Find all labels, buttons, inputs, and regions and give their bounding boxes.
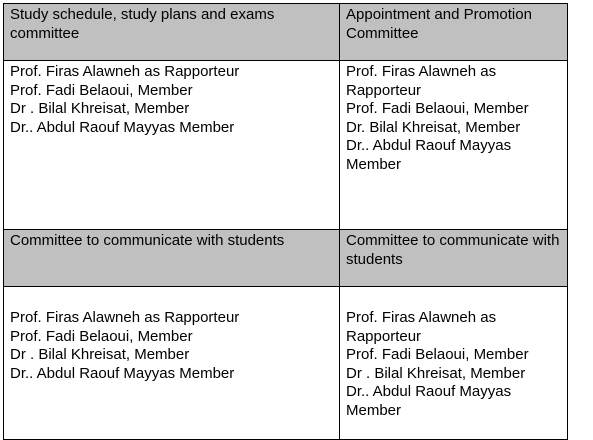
member-list bbox=[10, 63, 333, 137]
committee-members-cell bbox=[340, 287, 568, 440]
member-list bbox=[346, 289, 561, 420]
member-item: Prof. Firas Alawneh as Rapporteur bbox=[10, 309, 240, 326]
member-item: Prof. Fadi Belaoui, Member bbox=[346, 346, 529, 363]
member-item: Prof. Fadi Belaoui, Member bbox=[346, 100, 529, 117]
member-item: Prof. Fadi Belaoui, Member bbox=[10, 81, 193, 99]
member-item: Dr . Bilal Khreisat, Member bbox=[346, 364, 526, 382]
committee-title-cell bbox=[340, 4, 568, 61]
committee-title-cell bbox=[340, 230, 568, 287]
committee-title-cell bbox=[4, 230, 340, 287]
table-row bbox=[4, 230, 568, 287]
committee-members-cell bbox=[340, 61, 568, 230]
member-item: Dr.. Abdul Raouf Mayyas Member bbox=[10, 118, 235, 136]
member-item: Dr.. Abdul Raouf Mayyas Member bbox=[346, 383, 512, 419]
committee-title-cell bbox=[4, 4, 340, 61]
member-list bbox=[346, 63, 561, 174]
member-item: Dr.. Abdul Raouf Mayyas Member bbox=[346, 137, 512, 173]
member-item: Prof. Firas Alawneh as Rapporteur bbox=[10, 63, 240, 80]
member-item: Dr . Bilal Khreisat, Member bbox=[10, 100, 190, 117]
member-item: Dr . Bilal Khreisat, Member bbox=[10, 346, 190, 363]
committees-table bbox=[3, 3, 568, 440]
table-row bbox=[4, 61, 568, 230]
committee-members-cell bbox=[4, 287, 340, 440]
member-item: Prof. Firas Alawneh as Rapporteur bbox=[346, 63, 497, 99]
committee-title: Appointment and Promotion Committee bbox=[346, 6, 532, 42]
committee-title: Committee to communicate with students bbox=[10, 232, 285, 249]
member-item: Prof. Fadi Belaoui, Member bbox=[10, 327, 193, 345]
committee-members-cell bbox=[4, 61, 340, 230]
table-row bbox=[4, 287, 568, 440]
member-item: Prof. Firas Alawneh as Rapporteur bbox=[346, 309, 497, 345]
member-item: Dr.. Abdul Raouf Mayyas Member bbox=[10, 364, 235, 382]
committee-title: Committee to communicate with students bbox=[346, 232, 560, 268]
member-item: Dr. Bilal Khreisat, Member bbox=[346, 118, 521, 136]
member-list bbox=[10, 289, 333, 383]
committee-title: Study schedule, study plans and exams committee bbox=[10, 6, 275, 42]
table-row bbox=[4, 4, 568, 61]
